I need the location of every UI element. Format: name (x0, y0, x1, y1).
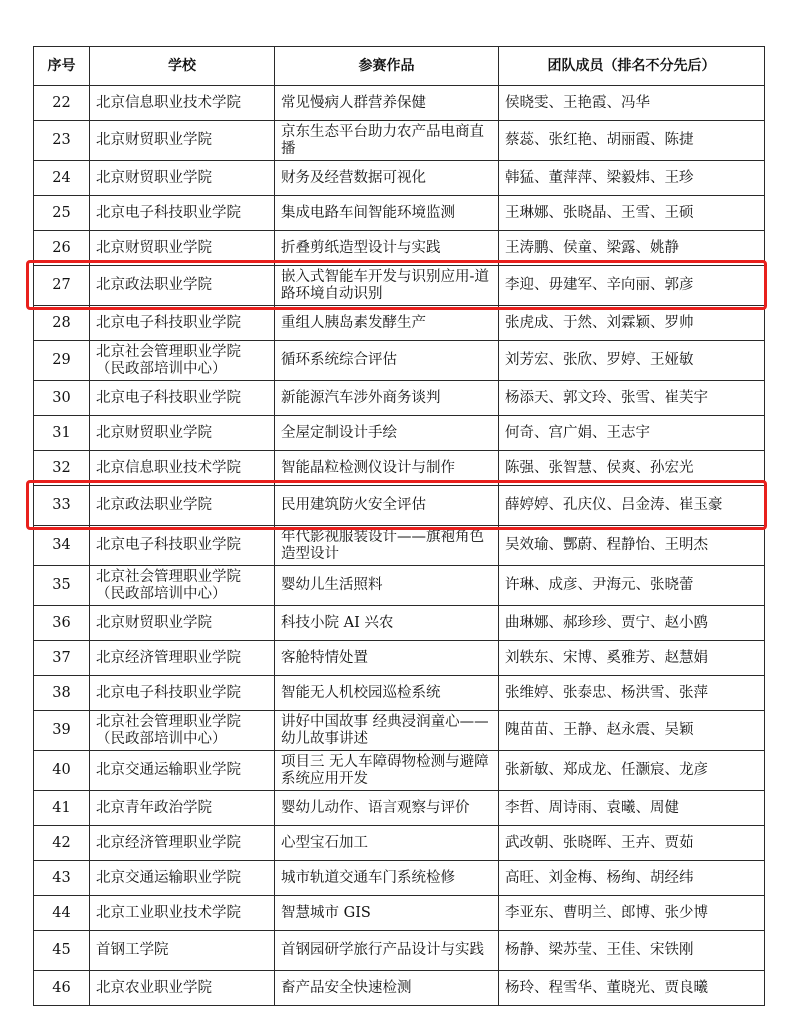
team-members: 张新敏、郑成龙、任灏宸、龙彦 (499, 751, 765, 791)
work-title: 婴幼儿生活照料 (275, 566, 499, 606)
school-cell: 北京电子科技职业学院 (90, 196, 275, 231)
work-title: 循环系统综合评估 (275, 341, 499, 381)
work-title: 常见慢病人群营养保健 (275, 86, 499, 121)
table-row (34, 791, 765, 826)
row-number: 39 (34, 711, 90, 751)
work-title: 城市轨道交通车门系统检修 (275, 861, 499, 896)
table-row (34, 861, 765, 896)
work-title: 折叠剪纸造型设计与实践 (275, 231, 499, 266)
header-row (34, 47, 765, 86)
table-row (34, 931, 765, 971)
work-title: 心型宝石加工 (275, 826, 499, 861)
table-row (34, 606, 765, 641)
school-cell: 北京工业职业技术学院 (90, 896, 275, 931)
row-number: 31 (34, 416, 90, 451)
table-row (34, 711, 765, 751)
row-number: 35 (34, 566, 90, 606)
row-number: 46 (34, 971, 90, 1006)
team-members: 杨静、梁苏莹、王佳、宋铁刚 (499, 931, 765, 971)
work-title: 全屋定制设计手绘 (275, 416, 499, 451)
table-row (34, 196, 765, 231)
header-school: 学校 (90, 47, 275, 86)
team-members: 薛婷婷、孔庆仪、吕金涛、崔玉豪 (499, 486, 765, 526)
team-members: 侯晓雯、王艳霞、冯华 (499, 86, 765, 121)
school-cell: 北京电子科技职业学院 (90, 306, 275, 341)
team-members: 刘轶东、宋博、奚雅芳、赵慧娟 (499, 641, 765, 676)
table-row (34, 641, 765, 676)
row-number: 25 (34, 196, 90, 231)
row-number: 24 (34, 161, 90, 196)
work-title: 年代影视服装设计——旗袍角色造型设计 (275, 526, 499, 566)
work-title: 财务及经营数据可视化 (275, 161, 499, 196)
school-cell (90, 341, 275, 381)
row-number: 41 (34, 791, 90, 826)
table-row (34, 971, 765, 1006)
school-cell: 北京政法职业学院 (90, 266, 275, 306)
work-title: 京东生态平台助力农产品电商直播 (275, 121, 499, 161)
school-cell: 北京信息职业技术学院 (90, 86, 275, 121)
header-members: 团队成员（排名不分先后） (499, 47, 765, 86)
school-subname: （民政部培训中心） (96, 730, 227, 747)
team-members: 蔡蕊、张红艳、胡丽霞、陈捷 (499, 121, 765, 161)
award-list-table (33, 46, 765, 1006)
row-number: 38 (34, 676, 90, 711)
header-work: 参赛作品 (275, 47, 499, 86)
school-cell: 北京农业职业学院 (90, 971, 275, 1006)
row-number: 29 (34, 341, 90, 381)
work-title: 新能源汽车涉外商务谈判 (275, 381, 499, 416)
row-number: 45 (34, 931, 90, 971)
row-number: 42 (34, 826, 90, 861)
team-members: 刘芳宏、张欣、罗婷、王娅敏 (499, 341, 765, 381)
row-number: 28 (34, 306, 90, 341)
school-name: 北京社会管理职业学院 (96, 568, 241, 585)
row-number: 23 (34, 121, 90, 161)
school-cell: 北京电子科技职业学院 (90, 526, 275, 566)
team-members: 杨添天、郭文玲、张雪、崔芙宇 (499, 381, 765, 416)
table-row (34, 896, 765, 931)
work-title: 智能晶粒检测仪设计与制作 (275, 451, 499, 486)
row-number: 44 (34, 896, 90, 931)
school-cell: 北京电子科技职业学院 (90, 381, 275, 416)
school-name: 北京社会管理职业学院 (96, 713, 241, 730)
table-row (34, 826, 765, 861)
table-row (34, 121, 765, 161)
table-row (34, 86, 765, 121)
team-members: 李亚东、曹明兰、郎博、张少博 (499, 896, 765, 931)
team-members: 张虎成、于然、刘霖颖、罗帅 (499, 306, 765, 341)
team-members: 张维婷、张泰忠、杨洪雪、张萍 (499, 676, 765, 711)
school-cell: 北京经济管理职业学院 (90, 641, 275, 676)
row-number: 34 (34, 526, 90, 566)
row-number: 40 (34, 751, 90, 791)
table-row (34, 231, 765, 266)
team-members: 曲琳娜、郝珍珍、贾宁、赵小鸥 (499, 606, 765, 641)
school-cell: 北京财贸职业学院 (90, 416, 275, 451)
work-title: 项目三 无人车障碍物检测与避障系统应用开发 (275, 751, 499, 791)
school-cell: 北京财贸职业学院 (90, 231, 275, 266)
work-title: 嵌入式智能车开发与识别应用-道路环境自动识别 (275, 266, 499, 306)
row-number: 36 (34, 606, 90, 641)
team-members: 许琳、成彦、尹海元、张晓蕾 (499, 566, 765, 606)
work-title: 智能无人机校园巡检系统 (275, 676, 499, 711)
team-members: 李迎、毋建军、辛向丽、郭彦 (499, 266, 765, 306)
table-row (34, 416, 765, 451)
team-members: 吴效瑜、酆蔚、程静怡、王明杰 (499, 526, 765, 566)
school-cell: 北京政法职业学院 (90, 486, 275, 526)
school-cell: 北京交通运输职业学院 (90, 861, 275, 896)
team-members: 高旺、刘金梅、杨绚、胡经纬 (499, 861, 765, 896)
work-title: 首钢园研学旅行产品设计与实践 (275, 931, 499, 971)
school-cell: 北京信息职业技术学院 (90, 451, 275, 486)
team-members: 隗苗苗、王静、赵永震、吴颖 (499, 711, 765, 751)
team-members: 杨玲、程雪华、董晓光、贾良曦 (499, 971, 765, 1006)
school-subname: （民政部培训中心） (96, 360, 227, 377)
row-number: 37 (34, 641, 90, 676)
team-members: 何奇、宫广娟、王志宇 (499, 416, 765, 451)
school-cell: 北京财贸职业学院 (90, 121, 275, 161)
work-title: 婴幼儿动作、语言观察与评价 (275, 791, 499, 826)
school-cell: 北京财贸职业学院 (90, 606, 275, 641)
team-members: 韩猛、董萍萍、梁毅炜、王珍 (499, 161, 765, 196)
school-cell (90, 711, 275, 751)
table-row (34, 486, 765, 526)
school-cell (90, 566, 275, 606)
work-title: 客舱特情处置 (275, 641, 499, 676)
work-title: 讲好中国故事 经典浸润童心——幼儿故事讲述 (275, 711, 499, 751)
table-row (34, 381, 765, 416)
work-title: 科技小院 AI 兴农 (275, 606, 499, 641)
school-cell: 北京财贸职业学院 (90, 161, 275, 196)
row-number: 32 (34, 451, 90, 486)
table-row (34, 526, 765, 566)
school-cell: 北京青年政治学院 (90, 791, 275, 826)
table-row (34, 266, 765, 306)
row-number: 26 (34, 231, 90, 266)
work-title: 畜产品安全快速检测 (275, 971, 499, 1006)
school-name: 北京社会管理职业学院 (96, 343, 241, 360)
table-row (34, 566, 765, 606)
table-row (34, 451, 765, 486)
row-number: 43 (34, 861, 90, 896)
table-row (34, 751, 765, 791)
team-members: 王琳娜、张晓晶、王雪、王硕 (499, 196, 765, 231)
work-title: 智慧城市 GIS (275, 896, 499, 931)
work-title: 重组人胰岛素发酵生产 (275, 306, 499, 341)
work-title: 民用建筑防火安全评估 (275, 486, 499, 526)
team-members: 王涛鹏、侯童、梁露、姚静 (499, 231, 765, 266)
team-members: 李哲、周诗雨、袁曦、周健 (499, 791, 765, 826)
work-title: 集成电路车间智能环境监测 (275, 196, 499, 231)
school-cell: 北京交通运输职业学院 (90, 751, 275, 791)
table-row (34, 161, 765, 196)
row-number: 30 (34, 381, 90, 416)
header-no: 序号 (34, 47, 90, 86)
table-row (34, 306, 765, 341)
table-row (34, 676, 765, 711)
team-members: 陈强、张智慧、侯爽、孙宏光 (499, 451, 765, 486)
school-subname: （民政部培训中心） (96, 585, 227, 602)
school-cell: 北京电子科技职业学院 (90, 676, 275, 711)
table-row (34, 341, 765, 381)
row-number: 22 (34, 86, 90, 121)
row-number: 33 (34, 486, 90, 526)
school-cell: 北京经济管理职业学院 (90, 826, 275, 861)
team-members: 武改朝、张晓晖、王卉、贾茹 (499, 826, 765, 861)
school-cell: 首钢工学院 (90, 931, 275, 971)
row-number: 27 (34, 266, 90, 306)
